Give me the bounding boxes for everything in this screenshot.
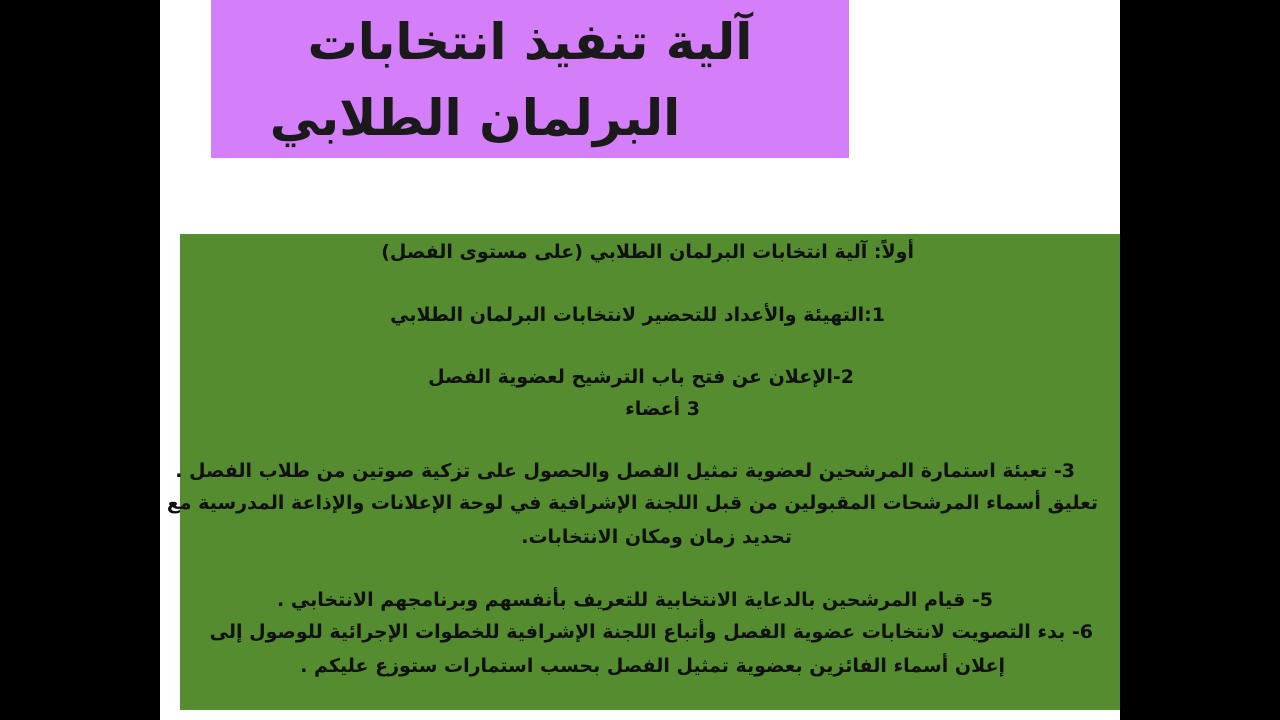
step-5-text: 5- قيام المرشحين بالدعاية الانتخابية للتعريف بأنفسهم وبرنامجهم الانتخابي . bbox=[277, 589, 993, 611]
section-heading bbox=[180, 237, 1120, 267]
title-line-1: آلية تنفيذ انتخابات bbox=[307, 13, 753, 71]
step-3-line-3-text: تحديد زمان ومكان الانتخابات. bbox=[521, 526, 792, 548]
section-heading-text: أولاً: آلية انتخابات البرلمان الطلابي (على مستوى الفصل) bbox=[381, 241, 914, 263]
step-2 bbox=[180, 362, 1120, 392]
step-5 bbox=[180, 585, 1120, 615]
step-3-line-2 bbox=[166, 488, 1120, 518]
title-box bbox=[211, 0, 849, 158]
step-3-line-2-text: تعليق أسماء المرشحات المقبولين من قبل اللجنة الإشرافية في لوحة الإعلانات والإذاعة المدرسية مع bbox=[166, 492, 1098, 514]
step-2-members bbox=[180, 394, 1120, 424]
step-3-line-3 bbox=[180, 522, 1120, 552]
slide bbox=[160, 0, 1120, 720]
step-1 bbox=[180, 300, 1120, 330]
step-1-text: 1:التهيئة والأعداد للتحضير لانتخابات البرلمان الطلابي bbox=[390, 304, 885, 326]
content-box bbox=[166, 234, 1120, 710]
step-6-line-2 bbox=[180, 651, 1120, 681]
step-2-text: 2-الإعلان عن فتح باب الترشيح لعضوية الفصل bbox=[428, 366, 854, 388]
step-6-line-2-text: إعلان أسماء الفائزين بعضوية تمثيل الفصل بحسب استمارات ستوزع عليكم . bbox=[300, 655, 1005, 677]
step-3-line-1 bbox=[175, 456, 1120, 486]
title-line-2: البرلمان الطلابي bbox=[269, 89, 681, 147]
step-2-members-text: 3 أعضاء bbox=[625, 398, 700, 420]
step-3-line-1-text: 3- تعبئة استمارة المرشحين لعضوية تمثيل الفصل والحصول على تزكية صوتين من طلاب الفصل . bbox=[175, 460, 1075, 482]
step-6-line-1-text: 6- بدء التصويت لانتخابات عضوية الفصل وأتباع اللجنة الإشرافية للخطوات الإجرائية للوصول إلى bbox=[209, 621, 1093, 643]
step-6-line-1 bbox=[180, 617, 1120, 647]
